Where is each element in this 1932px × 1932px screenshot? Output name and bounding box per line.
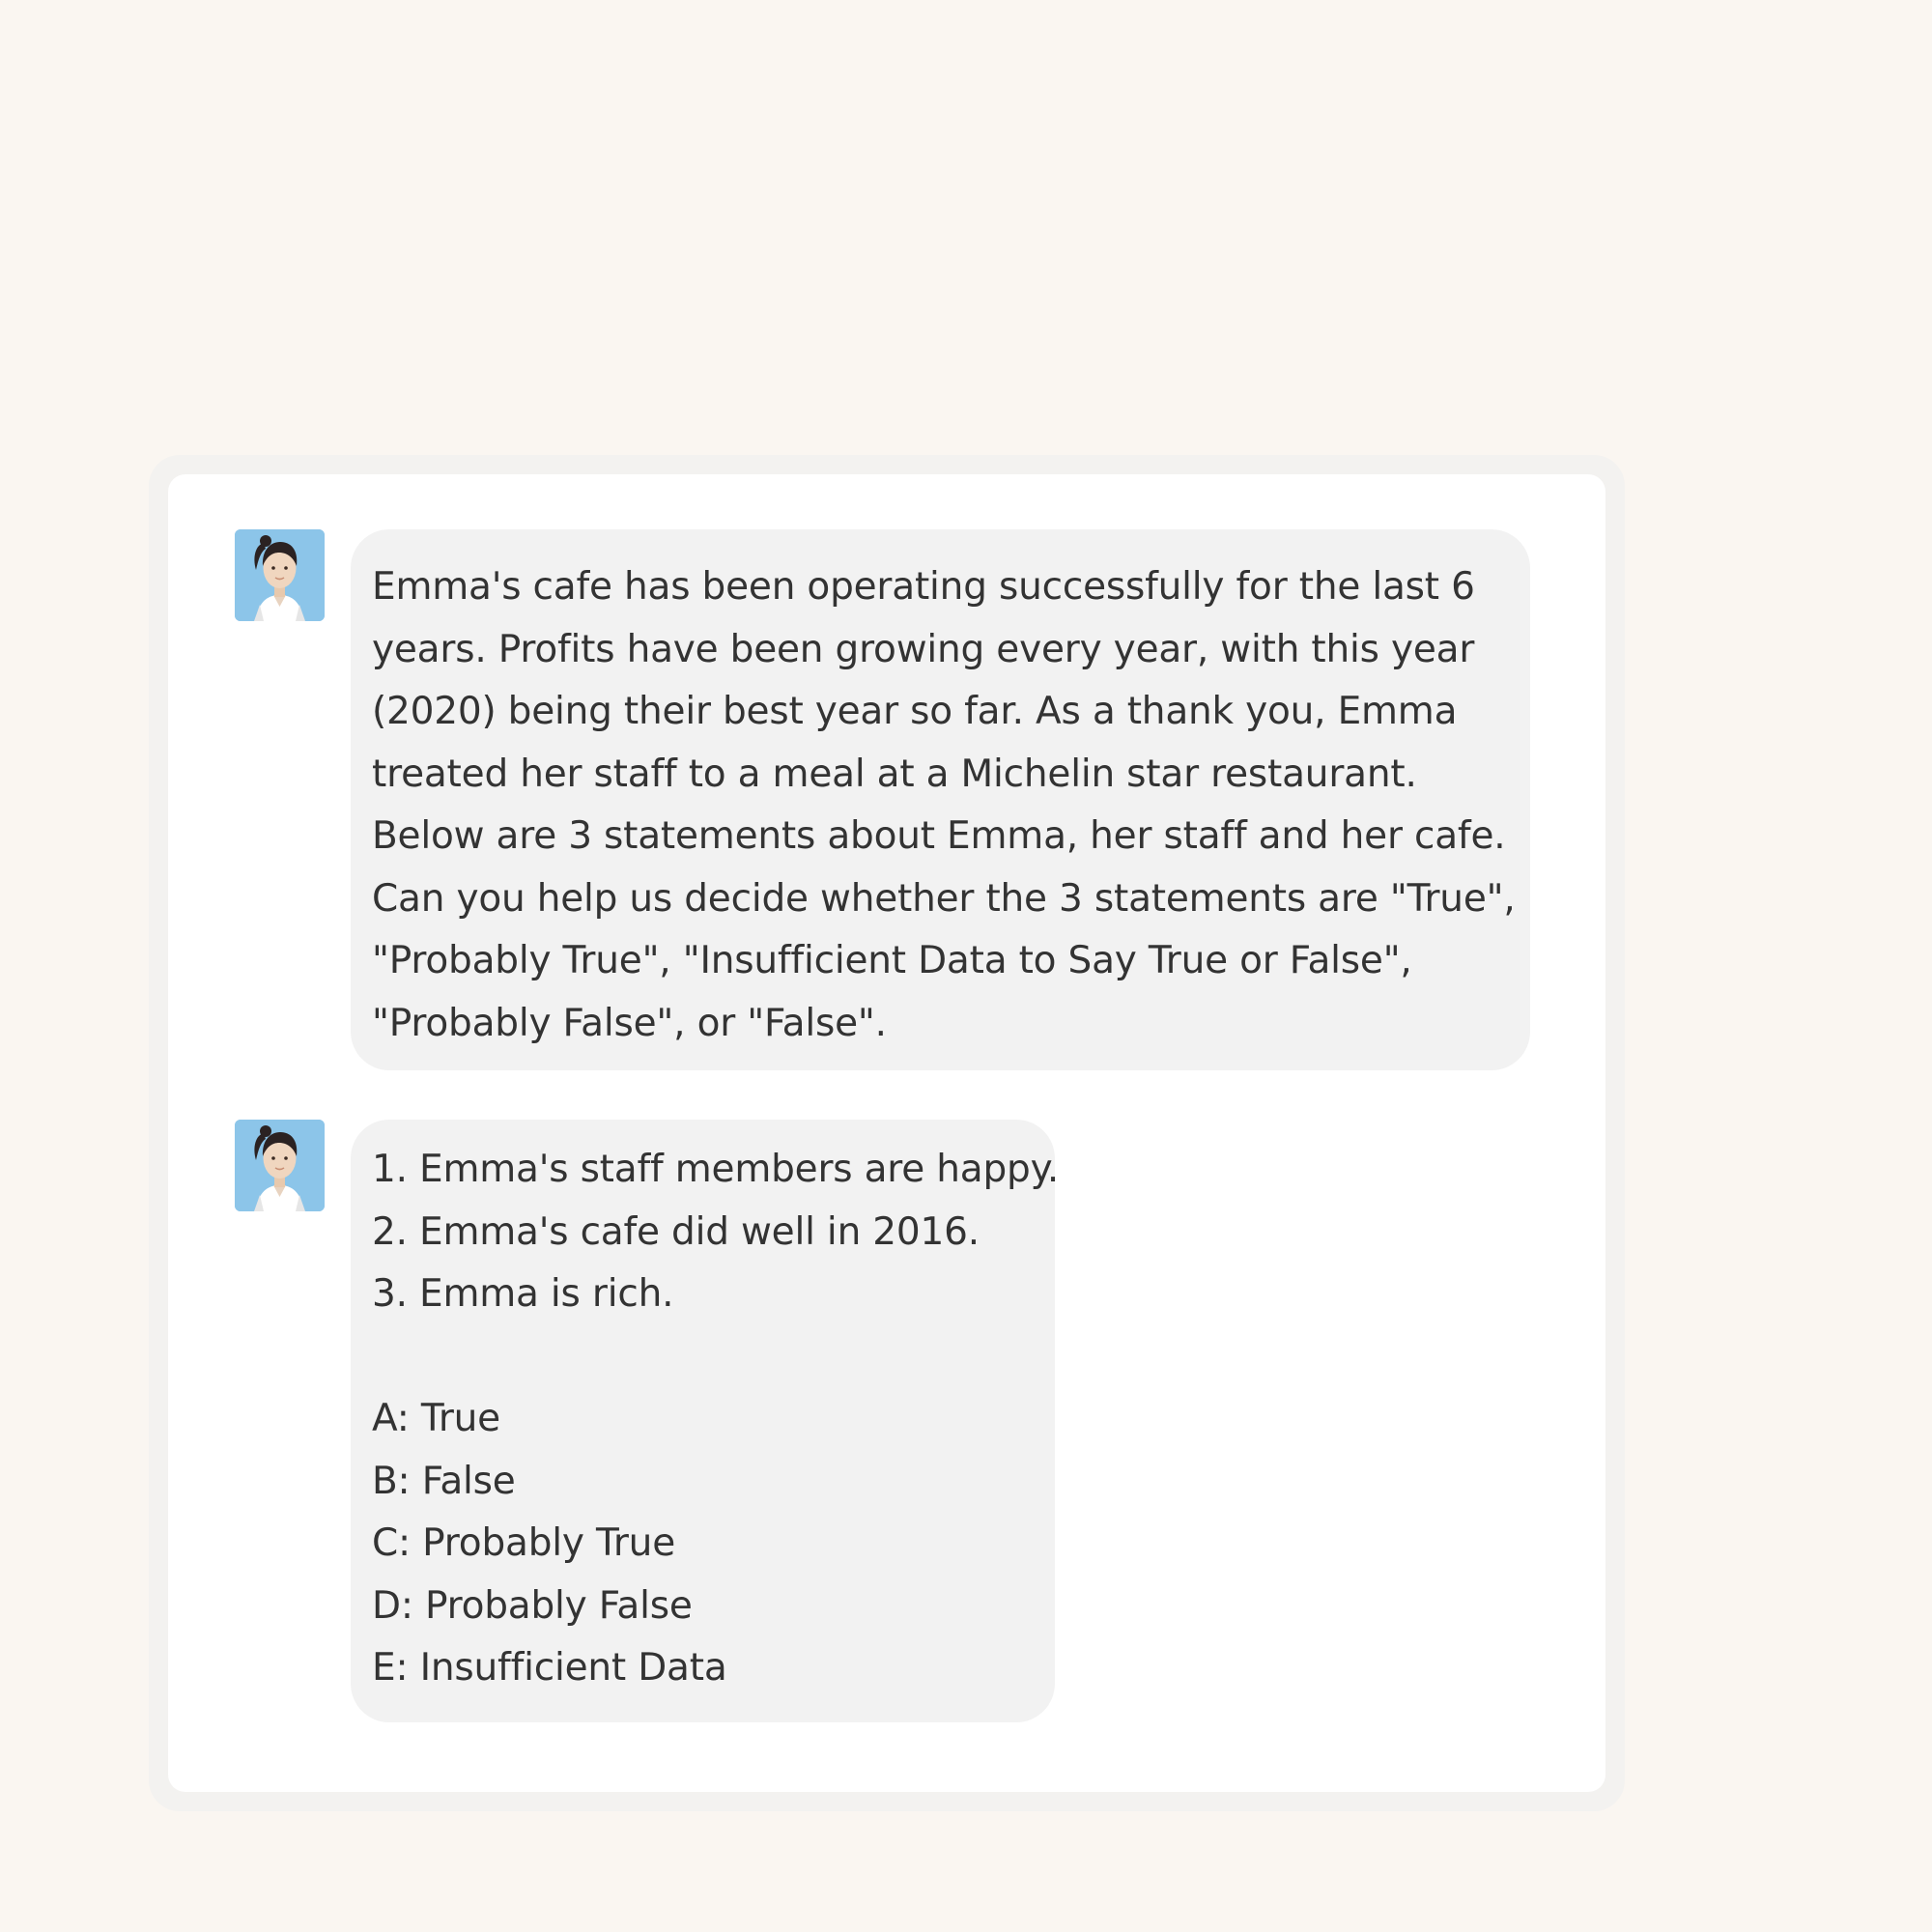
message-line: years. Profits have been growing every year, with this year <box>372 627 1475 671</box>
chat-panel-frame <box>149 455 1625 1811</box>
statement-item: 2. Emma's cafe did well in 2016. <box>372 1209 980 1254</box>
woman-ponytail-avatar-icon <box>235 529 325 621</box>
message-line: treated her staff to a meal at a Michelin star restaurant. <box>372 752 1417 796</box>
blank-line <box>372 1326 1032 1389</box>
answer-option: E: Insufficient Data <box>372 1646 727 1690</box>
message-line: Emma's cafe has been operating successfully for the last 6 <box>372 565 1475 609</box>
answer-option: A: True <box>372 1397 500 1440</box>
avatar-illustration <box>235 1120 325 1211</box>
message-line: Below are 3 statements about Emma, her staff and her cafe. <box>372 814 1506 858</box>
message-line: "Probably False", or "False". <box>372 1001 887 1045</box>
woman-ponytail-avatar-icon <box>235 1120 325 1211</box>
message-bubble <box>351 529 1530 1070</box>
statement-item: 3. Emma is rich. <box>372 1272 674 1316</box>
message-row <box>235 529 1530 1070</box>
message-line: (2020) being their best year so far. As a thank you, Emma <box>372 690 1458 733</box>
message-bubble <box>351 1120 1060 1722</box>
answer-option: C: Probably True <box>372 1521 675 1565</box>
message-line: Can you help us decide whether the 3 statements are "True", <box>372 876 1516 921</box>
answer-option: B: False <box>372 1459 516 1503</box>
answer-option: D: Probably False <box>372 1583 693 1628</box>
statement-item: 1. Emma's staff members are happy. <box>372 1148 1060 1191</box>
avatar-illustration <box>235 529 325 621</box>
chat-panel <box>168 474 1605 1792</box>
message-line: "Probably True", "Insufficient Data to Say True or False", <box>372 939 1412 982</box>
message-row <box>235 1120 1060 1722</box>
